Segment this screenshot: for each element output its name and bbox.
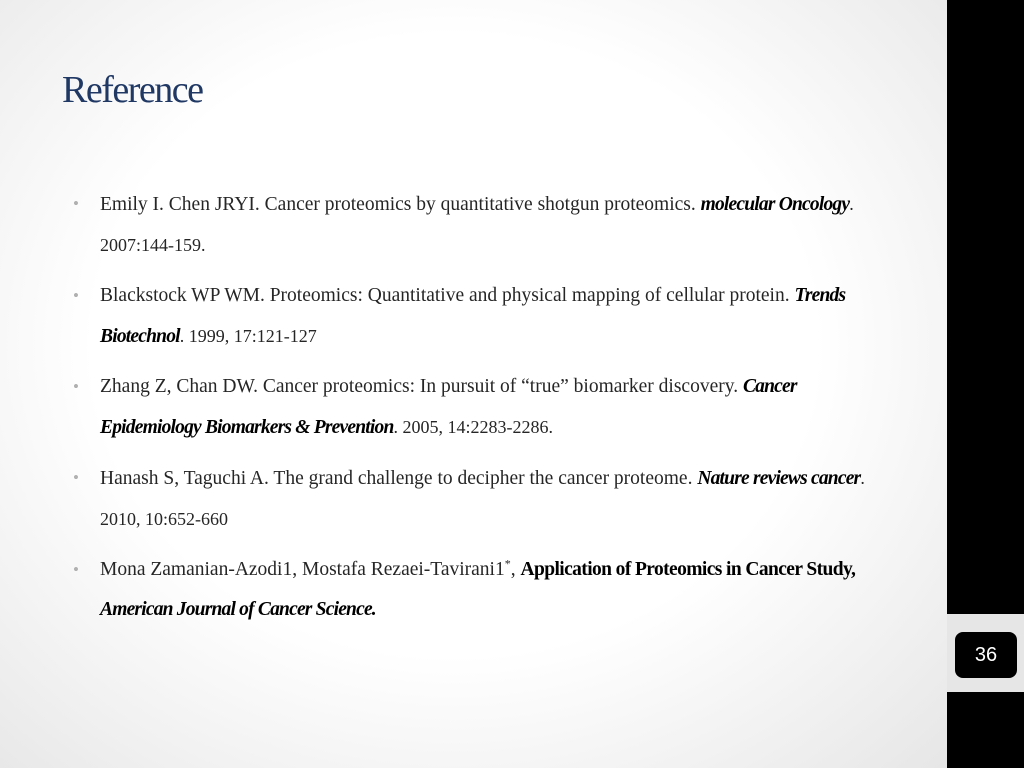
reference-text: Emily I. Chen JRYI. Cancer proteomics by quantitative shotgun proteomics.	[100, 194, 696, 215]
article-title: Application of Proteomics in Cancer Study,	[520, 559, 856, 580]
reference-details: . 2010, 10:652-660	[100, 468, 865, 529]
page-number-badge: 36	[955, 632, 1017, 678]
reference-authors: Mona Zamanian-Azodi1, Mostafa Rezaei-Tavirani1	[100, 559, 505, 580]
reference-details: . 1999, 17:121-127	[179, 326, 317, 346]
journal-name: molecular Oncology	[700, 194, 850, 215]
journal-name: American Journal of Cancer Science.	[100, 599, 376, 620]
reference-item	[73, 184, 900, 266]
reference-list	[73, 184, 900, 640]
reference-details: . 2007:144-159.	[100, 194, 854, 255]
reference-comma: ,	[510, 559, 516, 580]
reference-item	[73, 458, 900, 540]
bullet-icon: •	[73, 560, 79, 579]
reference-superscript: *	[504, 556, 511, 571]
bullet-icon: •	[73, 194, 79, 213]
bullet-icon: •	[73, 377, 79, 396]
reference-text: Zhang Z, Chan DW. Cancer proteomics: In pursuit of “true” biomarker discovery.	[100, 376, 739, 397]
reference-item	[73, 550, 900, 630]
reference-item	[73, 276, 900, 357]
bullet-icon: •	[73, 468, 79, 487]
reference-text: Blackstock WP WM. Proteomics: Quantitative and physical mapping of cellular protein.	[100, 285, 790, 306]
slide-title: Reference	[62, 69, 203, 111]
reference-text: Hanash S, Taguchi A. The grand challenge to decipher the cancer proteome.	[100, 468, 693, 489]
journal-name: Cancer Epidemiology Biomarkers & Prevention	[100, 376, 797, 438]
bullet-icon: •	[73, 286, 79, 305]
reference-details: . 2005, 14:2283-2286.	[393, 417, 553, 437]
journal-name: Trends Biotechnol	[100, 285, 846, 347]
journal-name: Nature reviews cancer	[697, 468, 861, 489]
reference-item	[73, 367, 900, 448]
